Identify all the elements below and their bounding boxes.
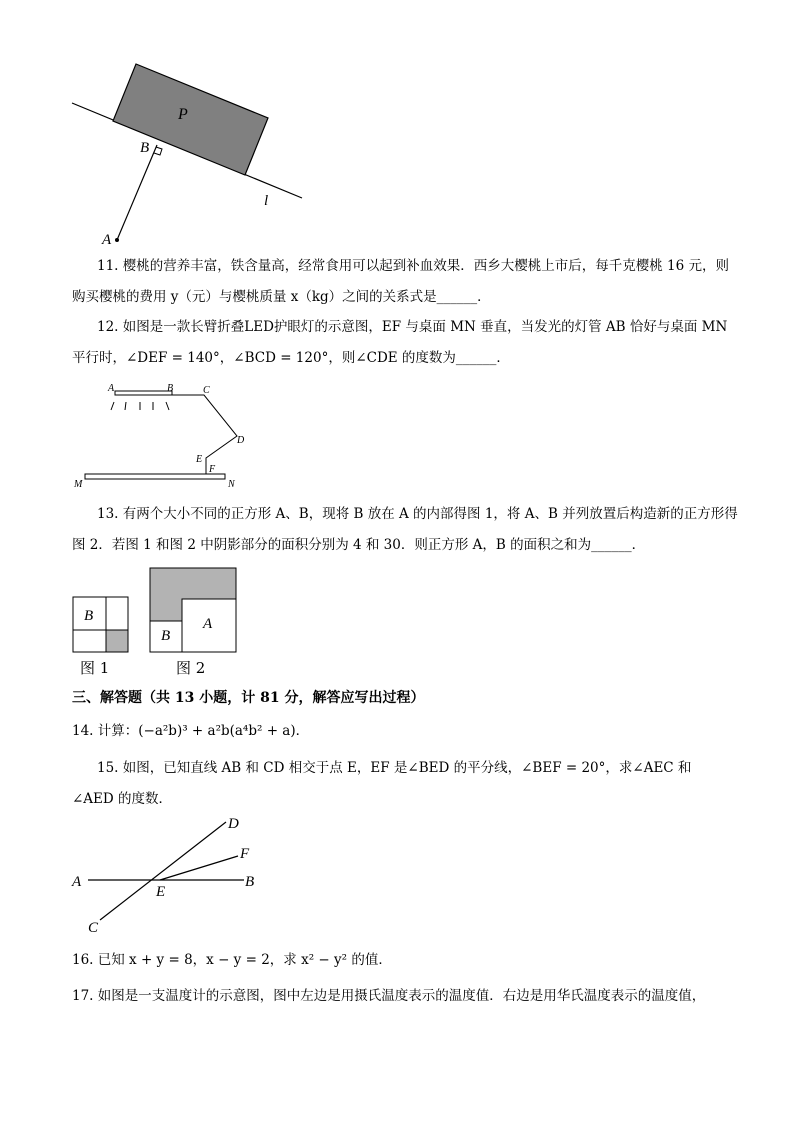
fig1-label-b: B [84,608,94,624]
figure-lamp [70,378,250,493]
caption-fig2: 图 2 [176,659,206,677]
lines-label-d: D [228,816,239,832]
q12-line1: 12. 如图是一款长臂折叠LED护眼灯的示意图，EF 与桌面 MN 垂直，当发光的灯管 AB 恰好与桌面 MN [97,319,728,335]
q15-line1: 15. 如图，已知直线 AB 和 CD 相交于点 E，EF 是∠BED 的平分线，∠BEF = 20°，求∠AEC 和 [97,760,692,776]
label-l: l [264,193,269,209]
caption-fig1: 图 1 [80,659,110,677]
line-cd [100,822,226,920]
lamp-label-f: F [209,464,216,475]
lamp-tube-ab [115,391,172,395]
q13-line2: 图 2．若图 1 和图 2 中阴影部分的面积分别为 4 和 30．则正方形 A，B 的面积之和为______． [72,537,646,553]
q13-line1: 13. 有两个大小不同的正方形 A、B，现将 B 放在 A 的内部得图 1，将 A、B 并列放置后构造新的正方形得 [97,506,738,522]
lamp-label-b: B [167,383,174,394]
ray-ef [160,856,238,880]
section-3-title: 三、解答题（共 13 小题，计 81 分，解答应写出过程） [72,690,425,706]
figure-intersecting-lines [65,812,280,937]
q11-line2: 购买樱桃的费用 y（元）与樱桃质量 x（kg）之间的关系式是______． [72,289,491,305]
label-a: A [102,232,112,248]
q12-line2: 平行时，∠DEF = 140°，∠BCD = 120°，则∠CDE 的度数为______． [72,350,510,366]
lines-label-c: C [88,920,99,936]
desk-mn [85,474,225,479]
lines-label-a: A [72,874,82,890]
lines-label-e: E [156,884,166,900]
fig1-shaded [106,630,128,652]
lamp-label-m: M [74,479,83,490]
lamp-label-c: C [203,385,210,396]
segment-ab [117,145,157,240]
lines-label-f: F [240,846,250,862]
lamp-label-n: N [228,479,235,490]
q11-line1: 11. 樱桃的营养丰富，铁含量高，经常食用可以起到补血效果．西乡大樱桃上市后，每千克樱桃 16 元，则 [97,258,730,274]
q14-text: 14. 计算：(−a²b)³ + a²b(a⁴b² + a)． [72,723,310,739]
light-rays [111,402,169,410]
q15-line2: ∠AED 的度数． [72,791,173,807]
label-b: B [140,140,150,156]
lamp-label-e: E [196,454,203,465]
point-a [115,238,119,242]
q16-text: 16. 已知 x + y = 8，x − y = 2，求 x² − y² 的值． [72,952,392,968]
lamp-label-a: A [108,383,115,394]
label-p: P [178,106,188,123]
figure-slope [60,55,320,250]
fig2-label-b: B [161,628,171,644]
q17-line1: 17. 如图是一支温度计的示意图，图中左边是用摄氏温度表示的温度值．右边是用华氏温度表示的温度值， [72,988,706,1004]
block-p [113,64,268,175]
lines-label-b: B [245,874,255,890]
fig2-label-a: A [203,616,213,632]
lamp-label-d: D [237,435,245,446]
lamp-arm [172,395,237,474]
